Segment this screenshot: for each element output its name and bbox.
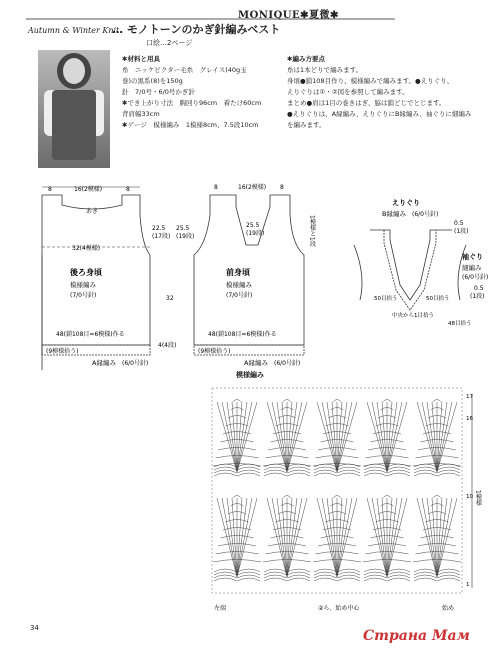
chart-bottom-right: 始め [442, 605, 455, 612]
pineapple-motif [313, 400, 361, 473]
chart-repeat-label: 1模様 [474, 490, 482, 506]
back-top-dim: 8 [126, 186, 130, 193]
instruction-line: ●えりぐりは、A縁編み、えりぐりにB縁編み、袖ぐりに細編み [287, 110, 472, 118]
back-hem-label: 48(鎖108目=6模様)作る [56, 331, 125, 338]
materials-line: 糸 ニッケビクター毛糸 グレイス(40g玉 [122, 66, 247, 74]
pineapple-motif [263, 400, 311, 473]
back-armhole-height: 22.5 [152, 225, 166, 232]
instruction-line: 身頃●鎖108目作り、模様編みで編みます。●えりぐり、 [287, 77, 454, 85]
pineapple-motif [413, 496, 461, 578]
neckline-side-rows: (1段) [454, 228, 469, 235]
materials-line: ✱ゲージ 模様編み 1模様8cm、7.5段10cm [122, 121, 259, 129]
front-top-dim: 16(2模様) [238, 184, 267, 191]
armhole-rows: (1段) [470, 293, 485, 300]
armhole-pick: 48目拾う [448, 321, 472, 327]
armhole-stitch: 細編み [462, 264, 482, 272]
back-piece-stitch: 模様編み [70, 281, 96, 289]
back-armhole-rows: (17段) [152, 233, 171, 240]
pineapple-motif [263, 496, 311, 578]
page-title: … モノトーンのかぎ針編みベスト [112, 23, 281, 36]
chart-row-mark: 17 [466, 394, 473, 400]
back-rib-height: 4(4段) [158, 342, 177, 349]
pineapple-motif [363, 496, 411, 578]
front-armhole-height: 25.5 [176, 225, 190, 232]
schematic-diagrams [0, 175, 500, 370]
back-piece-needle: (7/0号針) [70, 292, 97, 299]
instruction-line: えりぐりは①・②図を参照して編みます。 [287, 88, 409, 96]
site-watermark: Страна Мам [363, 628, 470, 644]
instructions-heading: ✱編み方要点 [287, 55, 325, 63]
front-armhole-rows: (19段) [176, 233, 195, 240]
front-piece-stitch: 模様編み [226, 281, 252, 289]
neckline-side-dim: 0.5 [454, 220, 464, 227]
front-neck-height: 25.5 [246, 222, 260, 229]
pineapple-motif [213, 496, 261, 578]
back-neck-label: あき [86, 208, 99, 215]
neckline-needle: (6/0号針) [412, 211, 439, 218]
stitch-chart-title: 模様編み [236, 371, 264, 379]
back-rib-label: (9模様拾う) [46, 348, 79, 355]
neckline-left-pick: 50目拾う [374, 296, 398, 302]
chart-bottom-center: ②ら、始め中心 [318, 605, 360, 612]
front-top-dim: 8 [280, 184, 284, 191]
armhole-title: 袖ぐり [462, 253, 483, 261]
magazine-brand: MONIQUE✱夏微✱ [238, 10, 339, 21]
back-piece-name: 後ろ身頃 [70, 268, 102, 277]
instruction-line: 糸は1本どりで編みます。 [287, 66, 363, 74]
back-width-label: 32(4模様) [72, 245, 101, 252]
materials-heading: ✱材料と用具 [122, 55, 160, 63]
front-neck-rows: (19段) [246, 230, 265, 237]
neckline-border: B縁編み [382, 210, 406, 218]
front-border-needle: (6/0号針) [274, 360, 301, 367]
chart-row-mark: 10 [466, 494, 473, 500]
header-rule [0, 0, 500, 50]
page-number: 34 [30, 624, 39, 632]
chart-row-mark: 1 [466, 582, 470, 588]
photo-reference: 口絵…2ページ [146, 39, 193, 47]
instructions-section [287, 54, 487, 131]
pineapple-motif [313, 496, 361, 578]
stitch-chart [200, 380, 500, 620]
model-photo [38, 50, 110, 168]
armhole-needle: (6/0号針) [462, 274, 489, 281]
back-border-label: A縁編み [92, 359, 116, 367]
front-top-dim: 8 [214, 184, 218, 191]
materials-line: 針 7/0号・6/0号かぎ針 [122, 88, 195, 96]
front-piece-name: 前身頃 [226, 268, 250, 277]
back-top-dim: 8 [48, 186, 52, 193]
instruction-line: まとめ●肩は1目の巻きはぎ、脇は鎖どじでとじます。 [287, 99, 446, 107]
back-body-height: 32 [166, 295, 174, 302]
back-top-dim: 16(2模様) [74, 186, 103, 193]
front-border-label: A縁編み [244, 359, 268, 367]
pineapple-motif [363, 400, 411, 473]
armhole-dim: 0.5 [474, 285, 484, 292]
materials-section [122, 54, 261, 131]
materials-line: ✱でき上がり寸法 胸回り96cm 着たけ60cm [122, 99, 262, 107]
neckline-center-pick: 中央から1目拾う [392, 313, 434, 319]
chart-bottom-left: 左端 [214, 605, 227, 612]
pineapple-motif [413, 400, 461, 473]
instruction-line: を編みます。 [287, 121, 326, 129]
pineapple-motif [213, 400, 261, 473]
materials-line: 巻)の黒系(8)を150g [122, 77, 183, 85]
chart-row-mark: 16 [466, 416, 473, 422]
neckline-right-pick: 50目拾う [426, 296, 450, 302]
materials-line: 背肩幅33cm [122, 110, 160, 118]
front-hem-label: 48(鎖108目=6模様)作る [208, 331, 277, 338]
back-border-needle: (6/0号針) [122, 360, 149, 367]
front-piece-needle: (7/0号針) [226, 292, 253, 299]
neckline-title: えりぐり [392, 199, 420, 207]
front-shoulder-note: 1模様と1段 [308, 215, 316, 247]
series-label: Autumn & Winter Knit [28, 26, 120, 35]
front-rib-label: (9模様拾う) [198, 348, 231, 355]
